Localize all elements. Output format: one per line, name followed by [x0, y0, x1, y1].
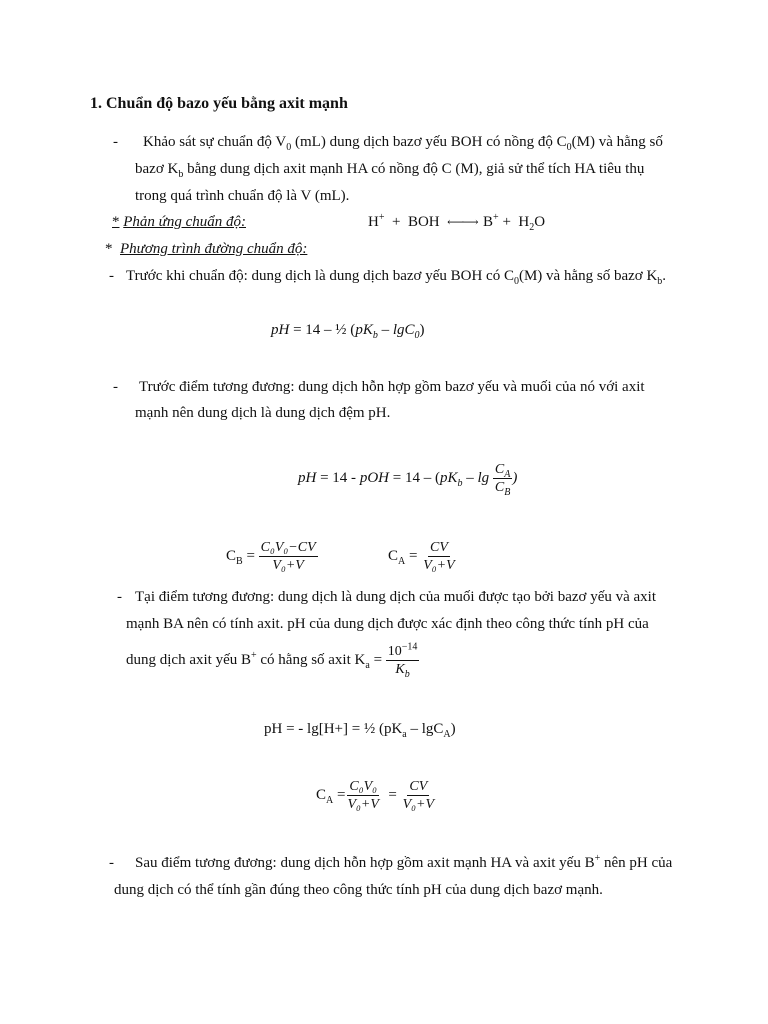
at-eq-line-1: Tại điểm tương đương: dung dịch là dung dịch của muối được tạo bởi bazơ yếu và axit [135, 589, 657, 605]
equilibrium-arrow-icon: ⟵⟶ [447, 215, 476, 229]
intro-line-3: trong quá trình chuẩn độ là V (mL). [135, 188, 350, 204]
intro-line-1: Khảo sát sự chuẩn độ $V_0$ (mL) dung dịch bazơ yếu BOH có nồng độ $C_0(M)$ và hằng số [143, 134, 663, 153]
reaction-heading: * Phản ứng chuẩn độ: [112, 214, 246, 230]
equation-heading: * Phương trình đường chuẩn độ: [105, 241, 308, 257]
reaction-equation: H+ + BOH ⟵⟶ $B^+ + H_2O$ [368, 212, 546, 233]
at-eq-dash: - [117, 589, 122, 605]
before-text: Trước khi chuẩn độ: dung dịch là dung dịch bazơ yếu BOH có $C_0(M)$ và hằng số bazơ $K_b$. [126, 268, 667, 287]
cb-formula: $C_B$ = $\frac{\text{C₀V₀−CV}}{\text{V₀+V}}$ [226, 540, 316, 574]
section-title: 1. Chuẩn độ bazo yếu bằng axit mạnh [90, 95, 348, 112]
ca-fraction: $\frac{CV}{\text{V₀+V}}$ [423, 540, 455, 574]
ca-fraction-2: $\frac{CV}{\text{V₀+V}}$ [402, 779, 435, 813]
at-eq-ca-formula: $C_A$ = $\frac{\text{C₀V₀}}{\text{V₀+V}}$ = $\frac{CV}{\text{V₀+V}}$ [316, 779, 435, 813]
before-dash: - [109, 268, 114, 284]
after-line-2: dung dịch có thể tính gần đúng theo công thức tính pH của dung dịch bazơ mạnh. [114, 882, 603, 898]
pre-eq-line-1: Trước điểm tương đương: dung dịch hỗn hợp gồm bazơ yếu và muối của nó với axit [139, 379, 645, 395]
intro-dash: - [113, 134, 118, 150]
at-eq-line-3: dung dịch axit yếu B+ có hằng số axit $K_a$ = $\frac{10^{-14}}{K_b}$ [126, 641, 418, 680]
intro-line-2: bazơ $K_b$ bằng dung dịch axit mạnh HA có nồng độ C (M), giả sử thể tích HA tiêu thụ [135, 161, 645, 180]
ka-fraction: $\frac{10^{-14}}{K_b}$ [387, 641, 418, 680]
pre-eq-line-2: mạnh nên dung dịch là dung dịch đệm pH. [135, 405, 391, 421]
at-eq-line-2: mạnh BA nên có tính axit. pH của dung dịch được xác định theo công thức tính pH của [126, 616, 649, 632]
before-formula: pH = 14 – ½ $(pK_b - \lg C_0)$ [271, 322, 425, 341]
ca-over-cb-fraction: $\frac{C_A}{C_B}$ [494, 462, 511, 498]
buffer-formula: pH = 14 - pOH = $14 - (pK_b$ – lg $\frac{C_A}{C_B}$ ) [298, 462, 518, 498]
ca-formula: $C_A$ = $\frac{CV}{\text{V₀+V}}$ [388, 540, 455, 574]
pre-eq-dash: - [113, 379, 118, 395]
after-dash: - [109, 855, 114, 871]
after-line-1: Sau điểm tương đương: dung dịch hỗn hợp gồm axit mạnh HA và axit yếu B+ nên pH của [135, 853, 673, 871]
at-eq-ph-formula: pH = - lg[H+] = ½ $(pK_a - \lg C_A)$ [264, 721, 456, 740]
ca-fraction-1: $\frac{\text{C₀V₀}}{\text{V₀+V}}$ [347, 779, 379, 813]
cb-fraction: $\frac{\text{C₀V₀−CV}}{\text{V₀+V}}$ [260, 540, 316, 574]
